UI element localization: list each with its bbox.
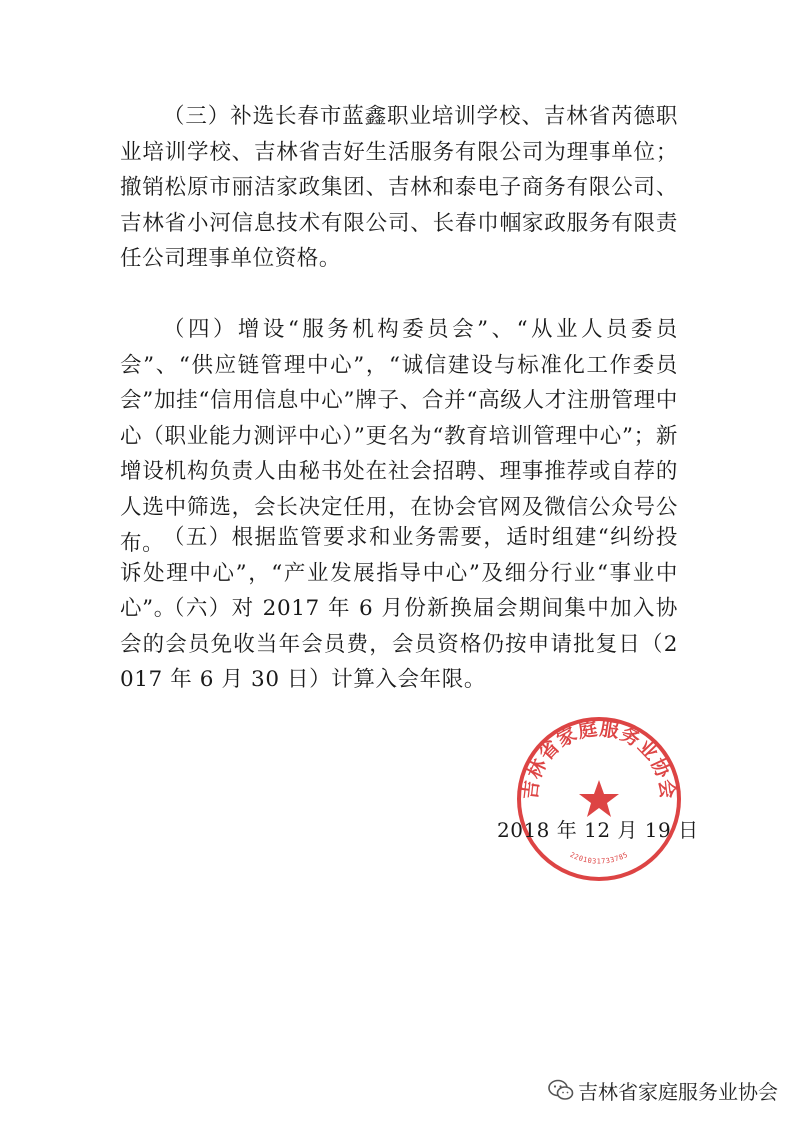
document-date: 2018 年 12 月 19 日 [497,818,699,842]
official-seal [514,714,684,884]
seal-org-name: 吉林省家庭服务业协会 [519,717,679,801]
paragraph-5: （五）根据监管要求和业务需要，适时组建“纠纷投诉处理中心”，“产业发展指导中心”及细分行业“事业中心”。 [120,525,678,622]
wechat-account-name: 吉林省家庭服务业协会 [578,1079,778,1104]
svg-text:2201031733785 [569,851,630,866]
paragraph-4: （四）增设“服务机构委员会”、“从业人员委员会”、“供应链管理中心”，“诚信建设与标准化工作委员会”加挂“信用信息中心”牌子、合并“高级人才注册管理中心（职业能力测评中心）”更名为“教育培训管理中心”；新增设机构负责人由秘书处在社会招聘、理事推荐或自荐的人选中筛选，会长决定任用，在协会官网及微信公众号公布。 [120,317,678,556]
seal-number: 2201031733785 [568,850,630,866]
wechat-icon [548,1079,574,1101]
seal-star-icon [579,780,619,817]
paragraph-3: （三）补选长春市蓝鑫职业培训学校、吉林省芮德职业培训学校、吉林省吉好生活服务有限公司为理事单位；撤销松原市丽洁家政集团、吉林和泰电子商务有限公司、吉林省小河信息技术有限公司、长春巾帼家政服务有限责任公司理事单位资格。 [120,104,678,272]
paragraph-6: （六）对 2017 年 6 月份新换届会期间集中加入协会的会员免收当年会员费，会员资格仍按申请批复日（2017 年 6 月 30 日）计算入会年限。 [120,596,678,693]
wechat-watermark [548,1076,778,1104]
